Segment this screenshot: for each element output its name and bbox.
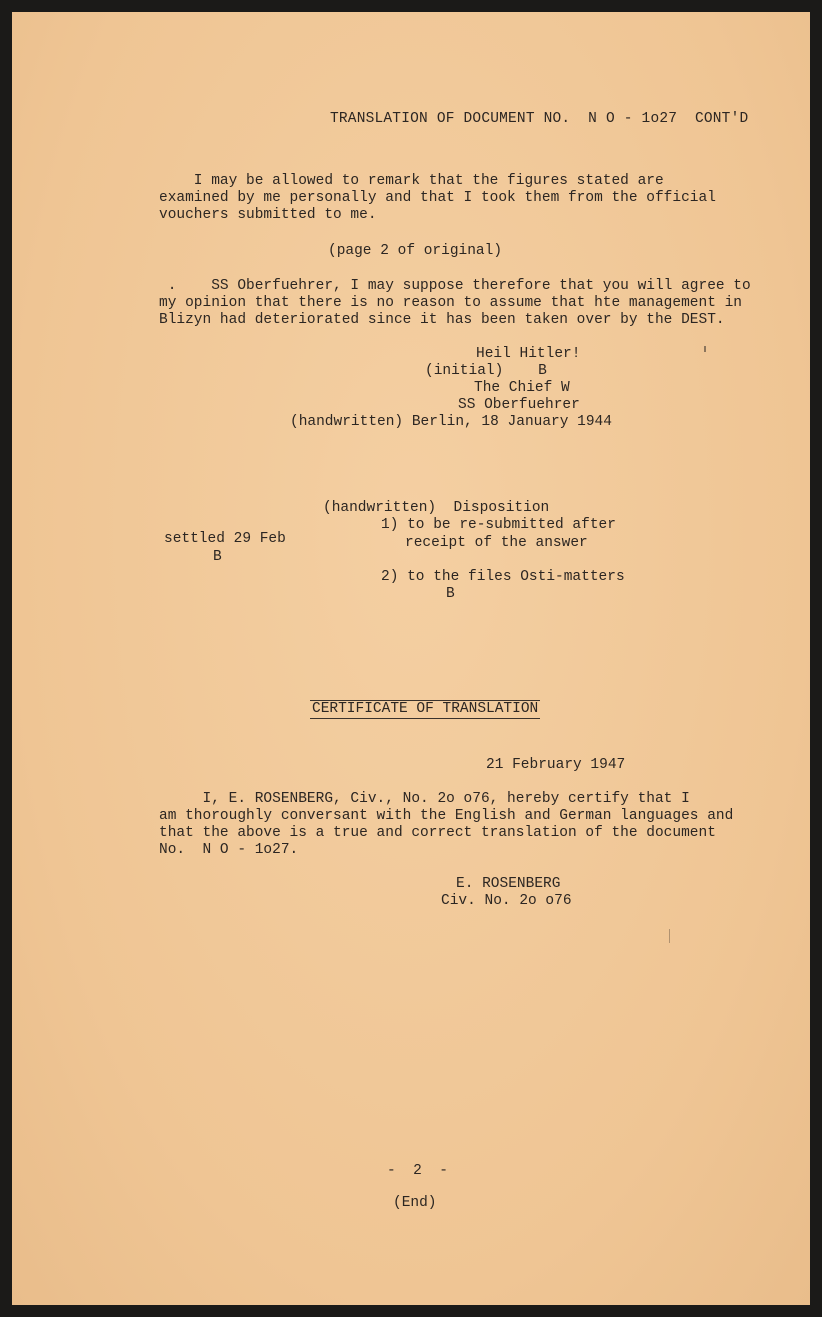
paragraph-line: I may be allowed to remark that the figures stated are	[159, 173, 664, 189]
signer-title: The Chief W	[474, 380, 570, 396]
disposition-item: 1) to be re-submitted after	[381, 517, 616, 533]
settled-note: settled 29 Feb	[164, 531, 286, 547]
disposition-item: receipt of the answer	[405, 535, 588, 551]
disposition-initial: B	[446, 586, 455, 602]
date-place-line: (handwritten) Berlin, 18 January 1944	[290, 414, 612, 430]
translator-name: E. ROSENBERG	[456, 876, 561, 892]
closing-salutation: Heil Hitler!	[476, 346, 581, 362]
paragraph-line: examined by me personally and that I took them from the official	[159, 190, 716, 206]
paragraph-line: vouchers submitted to me.	[159, 207, 377, 223]
ink-mark	[704, 346, 706, 352]
certificate-line: that the above is a true and correct translation of the document	[159, 825, 716, 841]
certificate-title: CERTIFICATE OF TRANSLATION	[312, 701, 539, 717]
signer-rank: SS Oberfuehrer	[458, 397, 580, 413]
certificate-date: 21 February 1947	[486, 757, 626, 773]
document-page	[12, 12, 810, 1305]
page-note: (page 2 of original)	[328, 243, 503, 259]
end-marker: (End)	[393, 1195, 437, 1211]
disposition-item: 2) to the files Osti-matters	[381, 569, 625, 585]
stray-mark	[669, 929, 670, 943]
paragraph-line: Blizyn had deteriorated since it has been taken over by the DEST.	[159, 312, 725, 328]
certificate-line: No. N O - 1o27.	[159, 842, 299, 858]
certificate-line: am thoroughly conversant with the English and German languages and	[159, 808, 734, 824]
settled-initial: B	[213, 549, 222, 565]
paragraph-line: . SS Oberfuehrer, I may suppose therefore that you will agree to	[159, 278, 751, 294]
document-header: TRANSLATION OF DOCUMENT NO. N O - 1o27 CONT'D	[330, 111, 749, 127]
translator-number: Civ. No. 2o o76	[441, 893, 572, 909]
paragraph-line: my opinion that there is no reason to assume that hte management in	[159, 295, 742, 311]
certificate-line: I, E. ROSENBERG, Civ., No. 2o o76, hereby certify that I	[159, 791, 690, 807]
page-number: - 2 -	[387, 1163, 448, 1179]
disposition-heading: (handwritten) Disposition	[323, 500, 550, 516]
initial-line: (initial) B	[425, 363, 547, 379]
